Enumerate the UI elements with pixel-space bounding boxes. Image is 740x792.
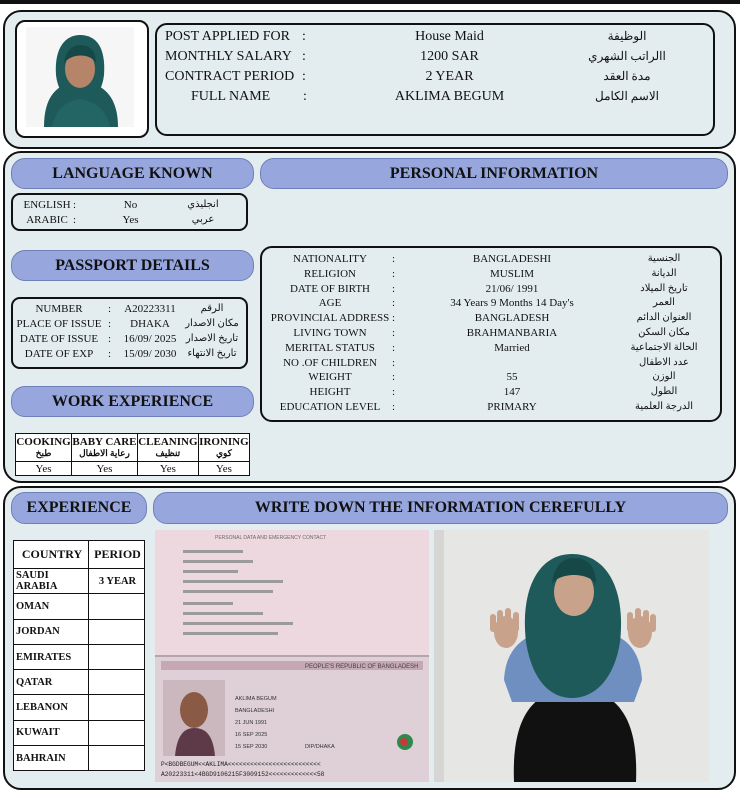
skill-name: BABY CARE <box>72 436 137 448</box>
passport-label: NUMBER <box>35 303 83 315</box>
passport-arabic: الرقم <box>200 303 224 314</box>
experience-row <box>14 644 145 669</box>
profile-photo <box>26 27 134 127</box>
personal-colon: : <box>392 312 396 325</box>
skill-arabic: تنظيف <box>155 447 181 458</box>
passport-value: 16/09/ 2025 <box>123 333 177 345</box>
personal-label: DATE OF BIRTH <box>289 282 370 295</box>
passport-colon: : <box>108 303 112 315</box>
skill-name: CLEANING <box>138 436 198 448</box>
personal-colon: : <box>392 297 396 310</box>
experience-country: JORDAN <box>14 619 89 644</box>
experience-country: BAHRAIN <box>14 746 89 771</box>
language-value: No <box>123 199 138 211</box>
header-arabic: الاسم الكامل <box>594 89 659 103</box>
experience-row <box>14 695 145 720</box>
skill-value: Yes <box>137 462 198 476</box>
country-experience-table <box>13 540 145 771</box>
personal-label: MERITAL STATUS <box>285 341 375 354</box>
passport-label: PLACE OF ISSUE <box>16 318 102 330</box>
experience-row <box>14 720 145 745</box>
header-value: 2 YEAR <box>425 69 474 84</box>
personal-arabic: الدرجة العلمية <box>634 401 694 412</box>
passport-dob: 21 JUN 1991 <box>235 720 268 726</box>
language-arabic: عربي <box>191 214 215 225</box>
personal-label: EDUCATION LEVEL <box>279 401 381 413</box>
personal-arabic: العنوان الدائم <box>636 312 692 324</box>
personal-arabic: الوزن <box>652 371 676 383</box>
skill-arabic: رعاية الاطفال <box>79 447 130 458</box>
personal-colon: : <box>392 371 396 384</box>
experience-country: QATAR <box>14 670 89 695</box>
personal-arabic: الجنسية <box>647 253 681 264</box>
header-info-box <box>155 23 715 136</box>
experience-country: KUWAIT <box>14 720 89 745</box>
personal-row <box>262 297 720 312</box>
personal-arabic: عدد الاطفال <box>639 356 689 368</box>
passport-label: DATE OF EXP <box>24 348 94 360</box>
work-experience-heading: WORK EXPERIENCE <box>11 386 254 417</box>
header-colon: : <box>302 29 306 44</box>
language-value: Yes <box>122 214 139 226</box>
experience-period <box>89 644 145 669</box>
personal-row <box>262 386 720 401</box>
personal-arabic: الديانة <box>651 267 677 279</box>
passport-row <box>13 318 246 333</box>
skill-header <box>137 434 198 462</box>
experience-period <box>89 746 145 771</box>
header-colon: : <box>302 49 306 64</box>
personal-colon: : <box>392 401 396 413</box>
skill-arabic: طبخ <box>35 447 52 458</box>
experience-period <box>89 670 145 695</box>
personal-value: MUSLIM <box>489 267 534 280</box>
header-label: MONTHLY SALARY <box>165 49 292 64</box>
passport-details-heading: PASSPORT DETAILS <box>11 250 254 281</box>
personal-row <box>262 327 720 342</box>
skill-value: Yes <box>16 462 72 476</box>
experience-heading: EXPERIENCE <box>11 492 147 524</box>
personal-label: HEIGHT <box>309 386 351 399</box>
header-row <box>157 69 713 89</box>
personal-info-box <box>260 246 722 422</box>
experience-period <box>89 720 145 745</box>
experience-country: SAUDI ARABIA <box>14 569 89 594</box>
header-label: FULL NAME <box>191 89 271 104</box>
header-arabic: االراتب الشهري <box>588 49 666 63</box>
passport-mrz-line-2: A20223311<4BGD9106215F3009152<<<<<<<<<<<<<58 <box>161 771 325 778</box>
passport-row <box>13 348 246 363</box>
passport-value: A20223311 <box>124 303 176 315</box>
period-column-header: PERIOD <box>89 541 145 569</box>
passport-value: DHAKA <box>130 318 170 330</box>
skill-name: COOKING <box>16 436 71 448</box>
header-label: POST APPLIED FOR <box>165 29 291 44</box>
personal-label: AGE <box>318 297 342 310</box>
language-colon: : <box>73 199 77 211</box>
header-colon: : <box>303 89 307 104</box>
personal-value: 147 <box>503 386 521 399</box>
passport-box <box>11 297 248 369</box>
personal-row <box>262 342 720 357</box>
personal-arabic: مكان السكن <box>638 327 690 338</box>
header-value: House Maid <box>415 29 484 44</box>
personal-value: PRIMARY <box>487 401 537 413</box>
personal-colon: : <box>392 327 396 339</box>
personal-colon: : <box>392 253 396 265</box>
passport-label: DATE OF ISSUE <box>19 333 99 345</box>
personal-value: Married <box>494 341 530 354</box>
language-label: ENGLISH <box>23 199 71 211</box>
personal-colon: : <box>392 282 396 295</box>
personal-colon: : <box>392 356 396 369</box>
experience-row <box>14 670 145 695</box>
passport-colon: : <box>108 348 112 360</box>
personal-value: 55 <box>506 371 518 384</box>
personal-value: BRAHMANBARIA <box>466 327 558 339</box>
experience-row <box>14 619 145 644</box>
personal-label: RELIGION <box>304 267 356 280</box>
passport-colon: : <box>108 333 112 345</box>
passport-row <box>13 303 246 318</box>
experience-period <box>89 695 145 720</box>
passport-holder-name: AKLIMA BEGUM <box>235 696 277 702</box>
personal-row <box>262 268 720 283</box>
header-arabic: الوظيفة <box>607 29 647 43</box>
personal-value: 21/06/ 1991 <box>485 282 539 295</box>
passport-authority: DIP/DHAKA <box>305 744 335 750</box>
experience-row <box>14 569 145 594</box>
language-known-heading: LANGUAGE KNOWN <box>11 158 254 189</box>
personal-arabic: تاريخ الميلاد <box>640 282 688 294</box>
personal-value: BANGLADESH <box>474 312 550 325</box>
passport-scan-image <box>155 530 429 782</box>
experience-period <box>89 594 145 619</box>
personal-colon: : <box>392 386 396 399</box>
experience-country: OMAN <box>14 594 89 619</box>
language-row <box>13 199 246 214</box>
personal-row <box>262 357 720 372</box>
header-colon: : <box>302 69 306 84</box>
header-row <box>157 49 713 69</box>
personal-colon: : <box>392 341 396 354</box>
passport-row <box>13 333 246 348</box>
personal-value: BANGLADESHI <box>472 253 552 265</box>
experience-period: 3 YEAR <box>89 569 145 594</box>
skill-value: Yes <box>72 462 138 476</box>
personal-colon: : <box>392 267 396 280</box>
passport-issue: 16 SEP 2025 <box>235 732 268 738</box>
experience-period <box>89 619 145 644</box>
passport-arabic: مكان الاصدار <box>185 318 239 329</box>
skill-header <box>72 434 138 462</box>
header-value: 1200 SAR <box>420 49 479 64</box>
personal-label: LIVING TOWN <box>293 327 367 339</box>
passport-country-title: PEOPLE'S REPUBLIC OF BANGLADESH <box>305 664 419 670</box>
personal-label: PROVINCIAL ADDRESS <box>270 312 390 325</box>
header-label: CONTRACT PERIOD <box>165 69 295 84</box>
skill-header <box>198 434 249 462</box>
experience-country: LEBANON <box>14 695 89 720</box>
personal-label: NO .OF CHILDREN <box>283 356 377 369</box>
passport-value: 15/09/ 2030 <box>123 348 177 360</box>
passport-page-title: PERSONAL DATA AND EMERGENCY CONTACT <box>215 535 327 541</box>
personal-label: WEIGHT <box>308 371 352 384</box>
passport-arabic: تاريخ الاصدار <box>185 333 239 344</box>
personal-row <box>262 371 720 386</box>
write-information-heading: WRITE DOWN THE INFORMATION CEREFULLY <box>153 492 728 524</box>
experience-row <box>14 594 145 619</box>
experience-country: EMIRATES <box>14 644 89 669</box>
country-column-header: COUNTRY <box>14 541 89 569</box>
personal-row <box>262 253 720 268</box>
language-label: ARABIC <box>26 214 68 226</box>
top-rule <box>0 0 740 4</box>
personal-row <box>262 283 720 298</box>
header-arabic: مدة العقد <box>603 69 651 83</box>
personal-arabic: الطول <box>650 386 678 398</box>
skill-arabic: كوي <box>215 447 232 458</box>
language-colon: : <box>73 214 77 226</box>
header-value: AKLIMA BEGUM <box>394 89 505 104</box>
passport-expiry: 15 SEP 2030 <box>235 744 268 750</box>
skill-value: Yes <box>198 462 249 476</box>
skills-table <box>15 433 250 476</box>
personal-row <box>262 312 720 327</box>
passport-mrz-line-1: P<BGDBEGUM<<AKLIMA<<<<<<<<<<<<<<<<<<<<<<<<< <box>161 761 321 768</box>
language-arabic: انجليذي <box>187 199 219 210</box>
passport-nationality: BANGLADESHI <box>235 708 275 714</box>
passport-colon: : <box>108 318 112 330</box>
personal-label: NATIONALITY <box>293 253 367 265</box>
personal-information-heading: PERSONAL INFORMATION <box>260 158 728 189</box>
header-row <box>157 29 713 49</box>
personal-arabic: الحالة الاجتماعية <box>630 341 698 353</box>
skill-name: IRONING <box>199 436 249 448</box>
skill-header <box>16 434 72 462</box>
personal-value: 34 Years 9 Months 14 Day's <box>450 297 574 310</box>
language-box <box>11 193 248 231</box>
personal-row <box>262 401 720 416</box>
full-body-photo <box>434 530 709 782</box>
language-row <box>13 214 246 229</box>
passport-arabic: تاريخ الانتهاء <box>187 348 237 359</box>
experience-row <box>14 746 145 771</box>
header-row <box>157 89 713 109</box>
personal-arabic: العمر <box>653 297 675 309</box>
